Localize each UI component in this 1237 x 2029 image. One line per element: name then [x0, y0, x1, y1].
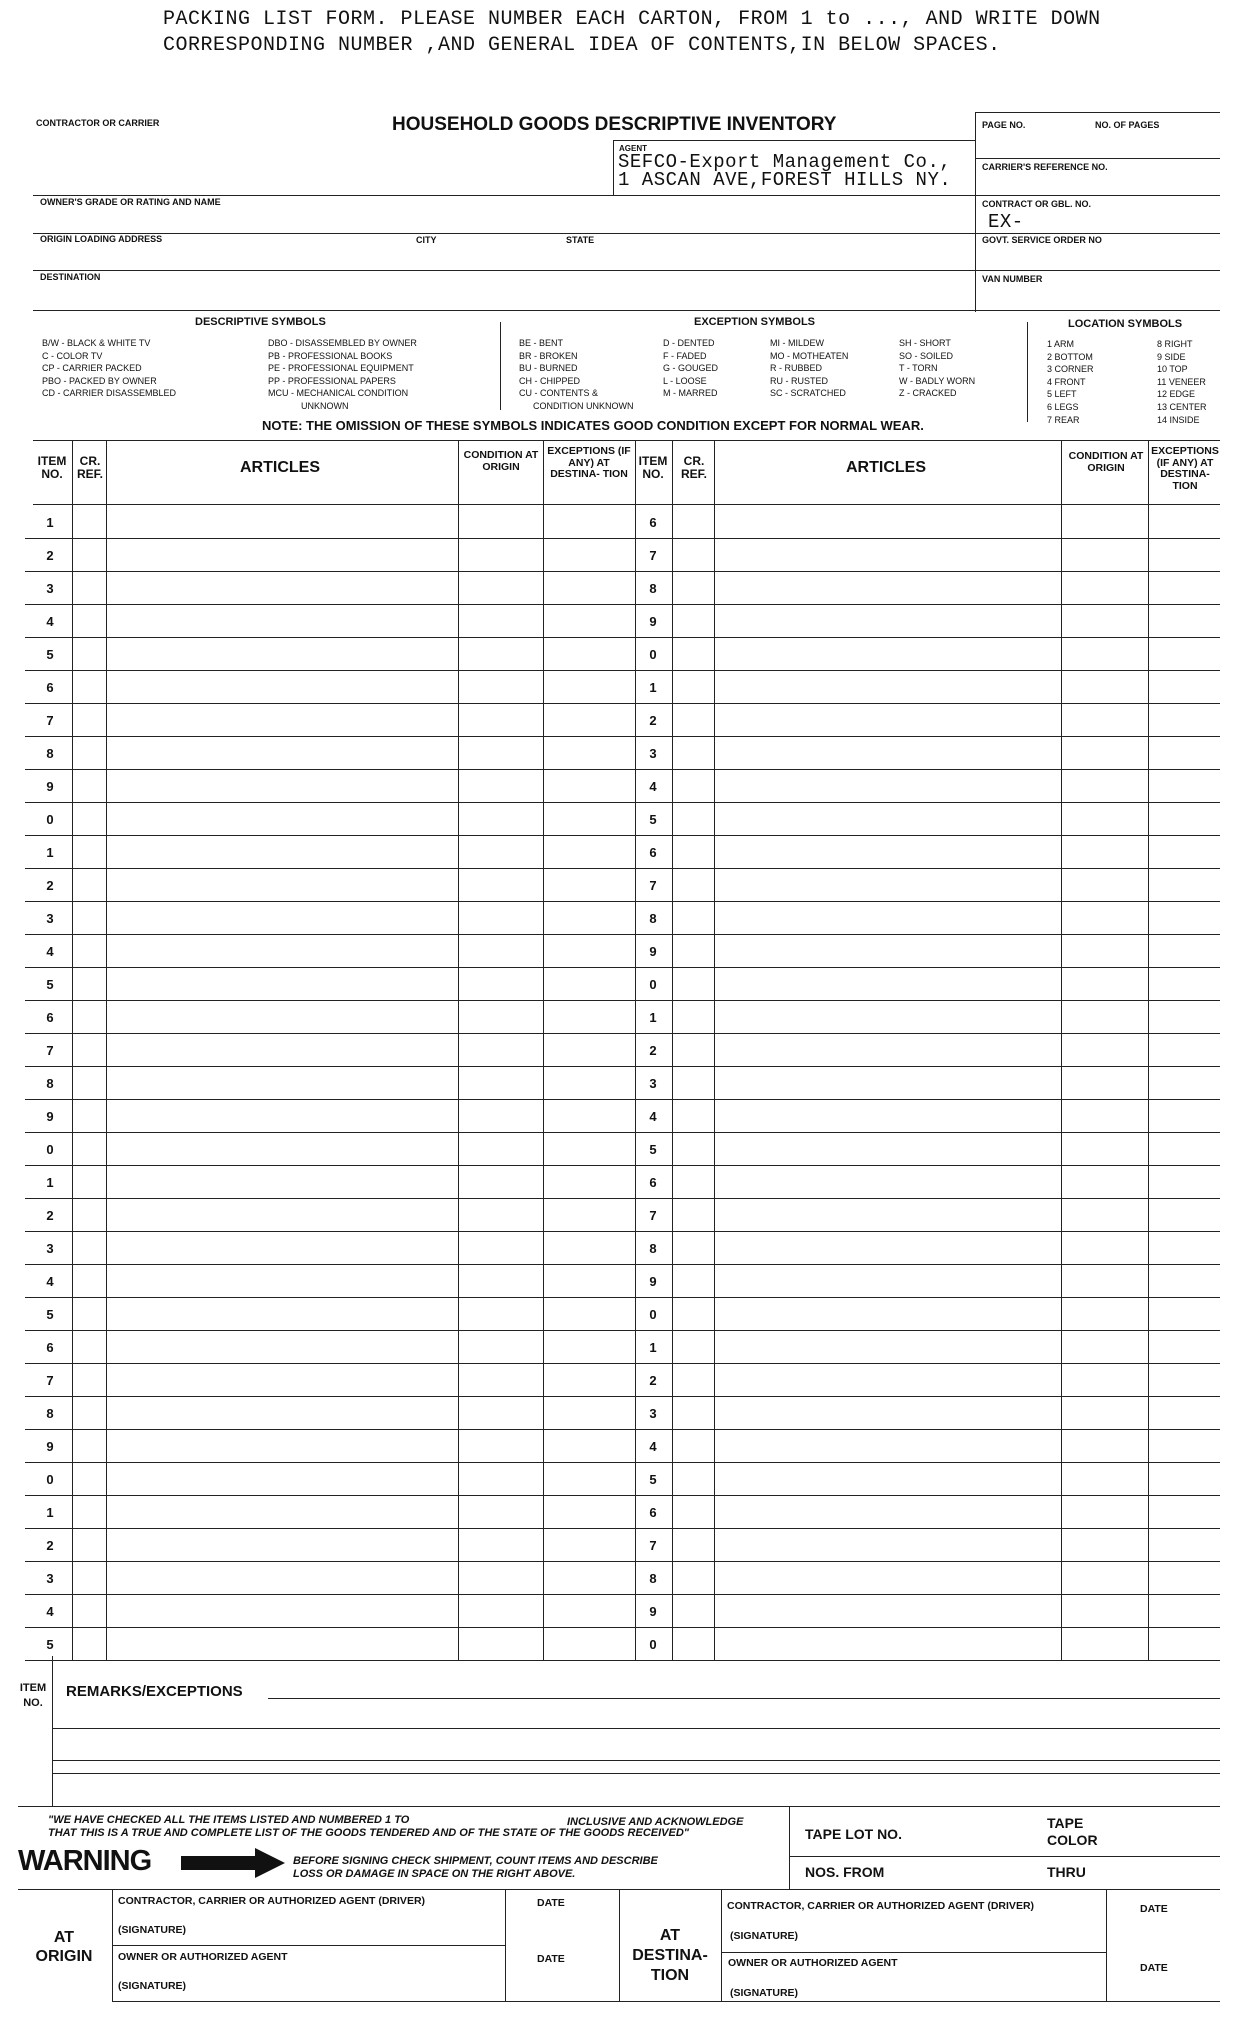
left-item-number: 1	[46, 515, 54, 530]
right-cr-ref-header: CR. REF.	[680, 454, 707, 481]
at-destination-label: AT DESTINA- TION	[632, 1927, 708, 1984]
left-item-number: 9	[46, 779, 54, 794]
left-item-no-header: ITEM NO.	[37, 454, 67, 481]
exception-symbols-title: EXCEPTION SYMBOLS	[694, 316, 816, 328]
state-label: STATE	[566, 235, 595, 245]
left-articles-header: ARTICLES	[240, 459, 320, 476]
left-item-number: 8	[46, 1076, 54, 1091]
left-item-number: 6	[46, 680, 54, 695]
left-item-number: 1	[46, 845, 54, 860]
right-item-number: 2	[649, 713, 657, 728]
contractor-label: CONTRACTOR OR CARRIER	[36, 118, 160, 128]
right-item-number: 6	[649, 1505, 657, 1520]
right-item-number: 0	[649, 647, 657, 662]
warning-label: WARNING	[18, 1845, 152, 1877]
right-item-number: 4	[649, 1439, 657, 1454]
instructions-line1: PACKING LIST FORM. PLEASE NUMBER EACH CARTON, FROM 1 to ..., AND WRITE DOWN	[163, 8, 1101, 31]
dest-signature2: (SIGNATURE)	[730, 1987, 799, 1999]
origin-contractor-sig-label: CONTRACTOR, CARRIER OR AUTHORIZED AGENT (DRIVER)	[118, 1895, 426, 1907]
origin-signature1: (SIGNATURE)	[118, 1924, 187, 1936]
left-item-number: 3	[46, 911, 54, 926]
left-item-number: 3	[46, 581, 54, 596]
left-item-number: 1	[46, 1175, 54, 1190]
thru-label: THRU	[1047, 1864, 1086, 1880]
left-item-number: 5	[46, 647, 54, 662]
exception-col1: BE - BENT BR - BROKEN BU - BURNED CH - CHIPPED CU - CONTENTS & CONDITION UNKNOWN	[519, 338, 634, 411]
at-origin-label: AT ORIGIN	[35, 1929, 93, 1965]
right-item-number: 7	[649, 548, 657, 563]
contract-value[interactable]: EX-	[988, 211, 1024, 233]
van-label: VAN NUMBER	[982, 274, 1043, 284]
left-item-number: 2	[46, 1208, 54, 1223]
origin-owner-sig-label: OWNER OR AUTHORIZED AGENT	[118, 1951, 288, 1963]
dest-owner-sig-label: OWNER OR AUTHORIZED AGENT	[728, 1957, 898, 1969]
tape-lot-label: TAPE LOT NO.	[805, 1826, 902, 1842]
right-item-number: 9	[649, 1604, 657, 1619]
descriptive-col1: B/W - BLACK & WHITE TV C - COLOR TV CP - CARRIER PACKED PBO - PACKED BY OWNER CD - CARRIER DISASSEMBLED	[42, 338, 177, 399]
instructions-line2: CORRESPONDING NUMBER ,AND GENERAL IDEA OF CONTENTS,IN BELOW SPACES.	[163, 34, 1001, 57]
origin-date2-label: DATE	[537, 1953, 565, 1965]
exception-col3: MI - MILDEW MO - MOTHEATEN R - RUBBED RU - RUSTED SC - SCRATCHED	[770, 338, 849, 399]
descriptive-symbols-title: DESCRIPTIVE SYMBOLS	[195, 316, 326, 328]
origin-signature2: (SIGNATURE)	[118, 1980, 187, 1992]
left-exceptions-header: EXCEPTIONS (IF ANY) AT DESTINA- TION	[547, 445, 631, 480]
dest-signature1: (SIGNATURE)	[730, 1930, 799, 1942]
statement-line2: THAT THIS IS A TRUE AND COMPLETE LIST OF THE GOODS TENDERED AND OF THE STATE OF THE GOODS RECEIVED"	[48, 1827, 689, 1839]
left-item-number: 7	[46, 1043, 54, 1058]
right-item-number: 9	[649, 944, 657, 959]
right-item-number: 6	[649, 845, 657, 860]
origin-date1-label: DATE	[537, 1897, 565, 1909]
location-col2: 8 RIGHT 9 SIDE 10 TOP 11 VENEER 12 EDGE 13 CENTER 14 INSIDE	[1157, 339, 1207, 425]
right-item-number: 2	[649, 1373, 657, 1388]
right-item-number: 7	[649, 1208, 657, 1223]
left-item-number: 1	[46, 1505, 54, 1520]
left-cr-ref-header: CR. REF.	[76, 454, 103, 481]
right-item-number: 9	[649, 614, 657, 629]
left-item-number: 0	[46, 1142, 54, 1157]
right-item-number: 3	[649, 746, 657, 761]
remarks-item-no: ITEM NO.	[19, 1682, 47, 1709]
form-title: HOUSEHOLD GOODS DESCRIPTIVE INVENTORY	[392, 114, 837, 135]
left-item-number: 0	[46, 1472, 54, 1487]
right-item-number: 3	[649, 1406, 657, 1421]
dest-date2-label: DATE	[1140, 1962, 1168, 1974]
right-item-number: 2	[649, 1043, 657, 1058]
right-item-number: 4	[649, 1109, 657, 1124]
tape-color-label: TAPE COLOR	[1047, 1815, 1098, 1848]
right-item-number: 1	[649, 1010, 657, 1025]
left-item-number: 4	[46, 614, 54, 629]
dest-contractor-sig-label: CONTRACTOR, CARRIER OR AUTHORIZED AGENT (DRIVER)	[727, 1900, 1035, 1912]
left-item-number: 8	[46, 1406, 54, 1421]
left-item-number: 3	[46, 1571, 54, 1586]
right-item-number: 5	[649, 812, 657, 827]
right-item-number: 5	[649, 1142, 657, 1157]
carrier-ref-label: CARRIER'S REFERENCE NO.	[982, 162, 1108, 172]
left-item-number: 0	[46, 812, 54, 827]
owner-label: OWNER'S GRADE OR RATING AND NAME	[40, 197, 221, 207]
exception-col4: SH - SHORT SO - SOILED T - TORN W - BADLY WORN Z - CRACKED	[899, 338, 976, 399]
left-item-number: 8	[46, 746, 54, 761]
left-item-number: 9	[46, 1439, 54, 1454]
left-item-number: 6	[46, 1340, 54, 1355]
left-item-number: 5	[46, 977, 54, 992]
right-item-number: 1	[649, 680, 657, 695]
no-of-pages-label: NO. OF PAGES	[1095, 120, 1160, 130]
left-item-number: 2	[46, 548, 54, 563]
left-item-number: 5	[46, 1637, 54, 1652]
right-item-number: 8	[649, 1571, 657, 1586]
right-condition-header: CONDITION AT ORIGIN	[1068, 450, 1144, 474]
right-item-number: 8	[649, 1241, 657, 1256]
warning-arrow-icon	[181, 1848, 285, 1878]
right-item-number: 8	[649, 581, 657, 596]
left-item-number: 4	[46, 1604, 54, 1619]
agent-line2[interactable]: 1 ASCAN AVE,FOREST HILLS NY.	[618, 169, 952, 191]
right-item-number: 8	[649, 911, 657, 926]
agent-line1[interactable]: SEFCO-Export Management Co.,	[618, 151, 952, 173]
right-item-number: 7	[649, 1538, 657, 1553]
left-item-number: 7	[46, 1373, 54, 1388]
statement-line1b: INCLUSIVE AND ACKNOWLEDGE	[567, 1816, 744, 1828]
right-item-number: 3	[649, 1076, 657, 1091]
right-exceptions-header: EXCEPTIONS (IF ANY) AT DESTINA- TION	[1151, 446, 1219, 492]
right-item-no-header: ITEM NO.	[638, 454, 668, 481]
location-symbols-title: LOCATION SYMBOLS	[1068, 318, 1183, 330]
agent-label: AGENT	[619, 144, 647, 153]
origin-label: ORIGIN LOADING ADDRESS	[40, 234, 163, 244]
right-item-number: 1	[649, 1340, 657, 1355]
city-label: CITY	[416, 235, 437, 245]
left-item-number: 6	[46, 1010, 54, 1025]
left-item-number: 3	[46, 1241, 54, 1256]
descriptive-col2: DBO - DISASSEMBLED BY OWNER PB - PROFESSIONAL BOOKS PE - PROFESSIONAL EQUIPMENT PP - PROFESSIONAL PAPERS MCU - MECHANICAL CONDITION UNKNOWN	[268, 338, 417, 411]
right-item-number: 0	[649, 977, 657, 992]
right-item-number: 0	[649, 1307, 657, 1322]
left-condition-header: CONDITION AT ORIGIN	[463, 449, 539, 473]
symbols-note: NOTE: THE OMISSION OF THESE SYMBOLS INDICATES GOOD CONDITION EXCEPT FOR NORMAL WEAR.	[262, 418, 924, 433]
destination-label: DESTINATION	[40, 272, 101, 282]
right-item-number: 6	[649, 515, 657, 530]
right-item-number: 9	[649, 1274, 657, 1289]
left-item-number: 7	[46, 713, 54, 728]
left-item-number: 4	[46, 1274, 54, 1289]
remarks-label: REMARKS/EXCEPTIONS	[66, 1683, 243, 1700]
page-no-label: PAGE NO.	[982, 120, 1026, 130]
contract-label: CONTRACT OR GBL. NO.	[982, 199, 1091, 209]
gov-order-label: GOVT. SERVICE ORDER NO	[982, 235, 1102, 245]
left-item-number: 9	[46, 1109, 54, 1124]
location-col1: 1 ARM 2 BOTTOM 3 CORNER 4 FRONT 5 LEFT 6 LEGS 7 REAR	[1047, 339, 1094, 425]
left-item-number: 2	[46, 1538, 54, 1553]
right-articles-header: ARTICLES	[846, 459, 926, 476]
nos-from-label: NOS. FROM	[805, 1864, 885, 1880]
dest-date1-label: DATE	[1140, 1903, 1168, 1915]
left-item-number: 2	[46, 878, 54, 893]
right-item-number: 6	[649, 1175, 657, 1190]
right-item-number: 0	[649, 1637, 657, 1652]
statement-line1: "WE HAVE CHECKED ALL THE ITEMS LISTED AND NUMBERED 1 TO	[48, 1814, 410, 1826]
right-item-number: 5	[649, 1472, 657, 1487]
left-item-number: 5	[46, 1307, 54, 1322]
warning-text: BEFORE SIGNING CHECK SHIPMENT, COUNT ITEMS AND DESCRIBE LOSS OR DAMAGE IN SPACE ON THE RIGHT ABOVE.	[293, 1855, 658, 1880]
right-item-number: 4	[649, 779, 657, 794]
exception-col2: D - DENTED F - FADED G - GOUGED L - LOOSE M - MARRED	[663, 338, 719, 399]
left-item-number: 4	[46, 944, 54, 959]
right-item-number: 7	[649, 878, 657, 893]
